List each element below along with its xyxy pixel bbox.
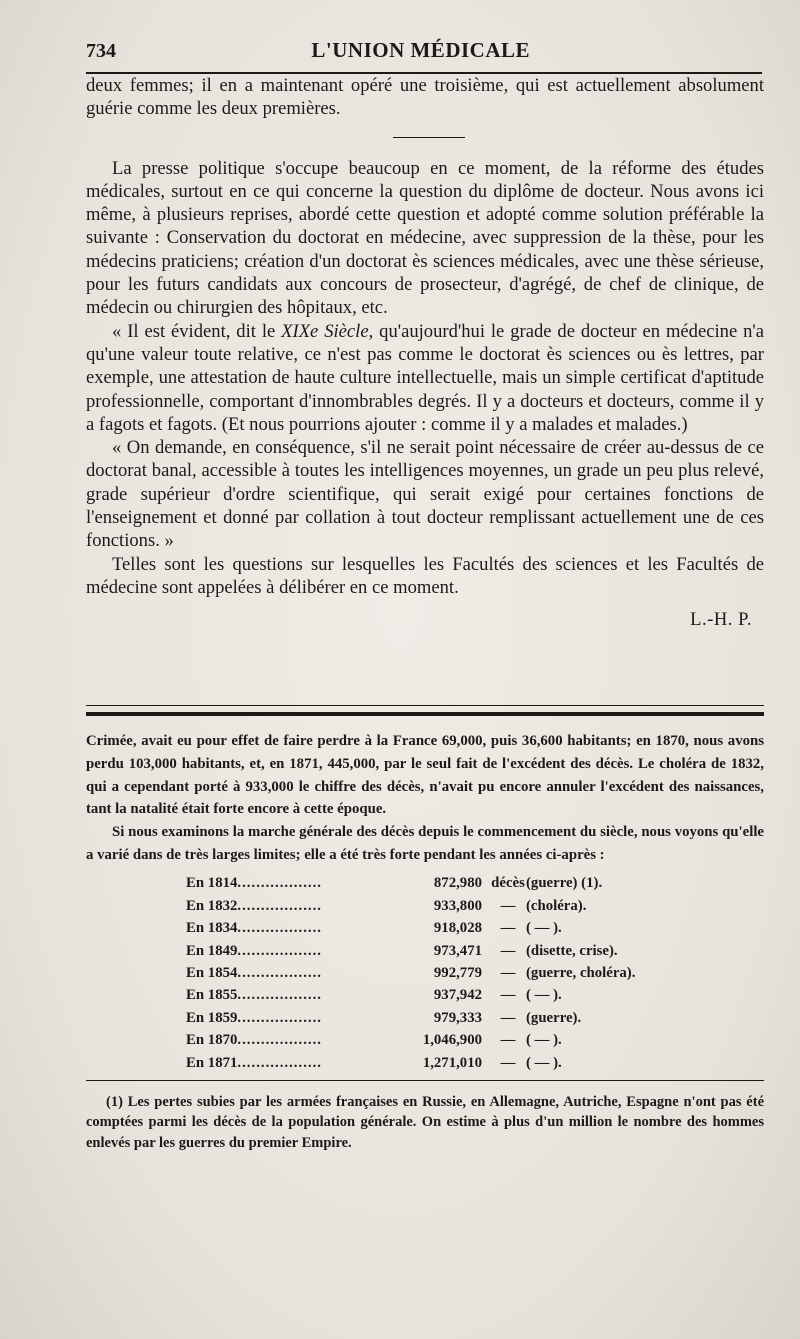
deaths-table <box>186 872 764 1074</box>
deaths-unit: — <box>500 897 516 914</box>
deaths-cause: ( — ). <box>526 920 562 937</box>
page-number: 734 <box>86 40 116 62</box>
feuilleton-divider <box>86 705 764 716</box>
leader-dots: .................. <box>237 942 322 959</box>
footnote <box>86 1092 764 1154</box>
quote-1-source: XIXe Siècle <box>281 320 369 342</box>
deaths-year-label: En 1834 <box>186 920 238 937</box>
deaths-cause: ( — ). <box>526 1054 562 1071</box>
deaths-value: 918,028 <box>433 920 482 937</box>
deaths-row <box>186 1029 764 1051</box>
deaths-year <box>186 940 396 962</box>
deaths-year-label: En 1849 <box>186 942 238 959</box>
deaths-value: 992,779 <box>433 965 482 982</box>
deaths-value: 1,271,010 <box>422 1054 482 1071</box>
paragraph-crimee: Crimée, avait eu pour effet de faire perdre à la France 69,000, puis 36,600 habitants; en 1870, nous avons perdu 103,000 habitants, et, en 1871, 445,000, par le seul fait de l'excédent des décès. Le choléra de 1832, qui a cependant porté à 933,000 le chiffre des décès, n'avait pu encore annuler l'excédent des naissances, tant la natalité était forte encore à cette époque. <box>86 733 764 818</box>
deaths-year <box>186 984 396 1006</box>
deaths-row <box>186 962 764 984</box>
deaths-year <box>186 1052 396 1074</box>
journal-title: L'UNION MÉDICALE <box>311 38 530 62</box>
paragraph-conclusion: Telles sont les questions sur lesquelles les Facultés des sciences et les Facultés de médecine sont appelées à délibérer en ce moment. <box>86 553 764 598</box>
deaths-year <box>186 1007 396 1029</box>
deaths-row <box>186 1007 764 1029</box>
deaths-cause: (guerre). <box>526 1009 582 1026</box>
page-header <box>86 38 762 74</box>
quote-1-body: , qu'aujourd'hui le grade de docteur en médecine n'a qu'une valeur toute relative, ce n'est pas comme le doctorat ès sciences ou ès lettres, par exemple, une attestation de haute culture intellectuelle, mais un simple certificat d'aptitude professionnelle, comportant d'innombrables degrés. Il y a docteurs et docteurs, comme il y a fagots et fagots. (Et nous pourrions ajouter : comme il y a malades et malades.) <box>86 320 764 435</box>
deaths-year <box>186 1029 396 1051</box>
deaths-value: 933,800 <box>433 897 482 914</box>
deaths-year-label: En 1814 <box>186 875 238 892</box>
leader-dots: .................. <box>237 875 322 892</box>
leader-dots: .................. <box>237 897 322 914</box>
deaths-cause: ( — ). <box>526 1032 562 1049</box>
leader-dots: .................. <box>237 920 322 937</box>
deaths-year <box>186 917 396 939</box>
leader-dots: .................. <box>237 1032 322 1049</box>
deaths-year-label: En 1854 <box>186 965 238 982</box>
footnote-text: (1) Les pertes subies par les armées françaises en Russie, en Allemagne, Autriche, Espagne n'ont pas été comptées parmi les décès de la population générale. On estime à plus d'un million le nombre des hommes enlevés par les guerres du premier Empire. <box>86 1093 764 1151</box>
deaths-year-label: En 1870 <box>186 1032 238 1049</box>
deaths-cause: ( — ). <box>526 987 562 1004</box>
deaths-year-label: En 1871 <box>186 1054 238 1071</box>
leader-dots: .................. <box>237 987 322 1004</box>
deaths-unit: — <box>500 1009 516 1026</box>
deaths-cause: (choléra). <box>526 897 587 914</box>
footnote-divider <box>86 1080 764 1081</box>
deaths-year <box>186 962 396 984</box>
leader-dots: .................. <box>237 1054 322 1071</box>
paragraph-deaths-intro: Si nous examinons la marche générale des décès depuis le commencement du siècle, nous voyons qu'elle a varié dans de très larges limites; elle a été très forte pendant les années ci-après : <box>86 824 764 863</box>
deaths-unit: — <box>500 987 516 1004</box>
deaths-unit: — <box>500 965 516 982</box>
intro-paragraph: deux femmes; il en a maintenant opéré une troisième, qui est actuellement absolument guérie comme les deux premières. <box>86 75 764 120</box>
paragraph-quote-1 <box>86 320 764 436</box>
continuation-article <box>86 730 764 1153</box>
leader-dots: .................. <box>237 965 322 982</box>
deaths-row <box>186 984 764 1006</box>
deaths-row <box>186 895 764 917</box>
leader-dots: .................. <box>237 1009 322 1026</box>
section-divider <box>393 137 465 138</box>
deaths-unit: — <box>500 942 516 959</box>
main-article <box>86 74 764 631</box>
deaths-year-label: En 1859 <box>186 1009 238 1026</box>
deaths-unit: — <box>500 920 516 937</box>
deaths-value: 1,046,900 <box>422 1032 482 1049</box>
deaths-year-label: En 1855 <box>186 987 238 1004</box>
author-signature: L.-H. P. <box>690 609 752 631</box>
deaths-cause: (disette, crise). <box>526 942 618 959</box>
deaths-cause: (guerre) (1). <box>526 875 603 892</box>
deaths-row <box>186 1052 764 1074</box>
deaths-unit: — <box>500 1054 516 1071</box>
deaths-value: 872,980 <box>433 875 482 892</box>
deaths-value: 937,942 <box>433 987 482 1004</box>
deaths-row <box>186 940 764 962</box>
deaths-value: 973,471 <box>433 942 482 959</box>
deaths-unit: décès <box>491 875 525 892</box>
paragraph-quote-2: « On demande, en conséquence, s'il ne serait point nécessaire de créer au-dessus de ce doctorat banal, accessible à toutes les intelligences moyennes, un grade un peu plus relevé, grade supérieur d'ordre scientifique, qui serait exigé pour certaines fonctions de l'enseignement et donné par collation à tout docteur remplissant actuellement une de ces fonctions. » <box>86 437 764 552</box>
quote-1-opening: « Il est évident, dit le <box>112 320 282 342</box>
deaths-cause: (guerre, choléra). <box>526 965 636 982</box>
deaths-unit: — <box>500 1032 516 1049</box>
deaths-year <box>186 895 396 917</box>
paragraph-reform: La presse politique s'occupe beaucoup en ce moment, de la réforme des études médicales, surtout en ce qui concerne la question du diplôme de docteur. Nous avons ici même, à plusieurs reprises, abordé cette question et adopté comme solution préférable la suivante : Conservation du doctorat en médecine, avec suppression de la thèse, pour les médecins praticiens; création d'un doctorat ès sciences médicales, avec une thèse sérieuse, pour les futurs candidats aux concours de prosecteur, d'agrégé, de chef de clinique, de médecin ou chirurgien des hôpitaux, etc. <box>86 157 764 319</box>
deaths-value: 979,333 <box>433 1009 482 1026</box>
deaths-row <box>186 872 764 894</box>
deaths-year <box>186 872 396 894</box>
deaths-year-label: En 1832 <box>186 897 238 914</box>
deaths-row <box>186 917 764 939</box>
